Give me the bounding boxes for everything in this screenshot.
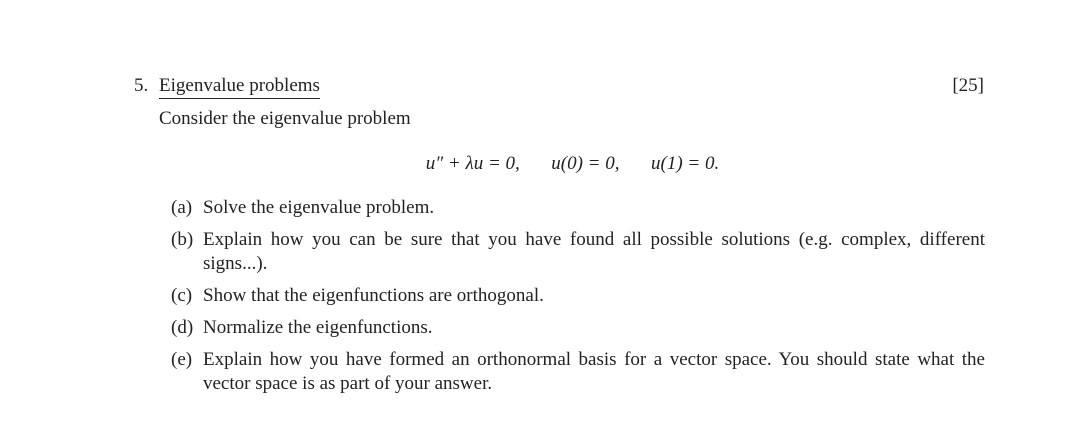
question-part-d — [171, 316, 985, 340]
equation-ode: u″ + λu = 0, — [425, 153, 520, 174]
question-part-c — [171, 284, 985, 308]
equation-bc-right: u(1) = 0. — [651, 153, 720, 174]
part-label: (c) — [171, 285, 193, 306]
part-text: Explain how you have formed an orthonormal basis for a vector space. You should state what the vector space is as part of your answer. — [203, 349, 985, 394]
part-text: Show that the eigenfunctions are orthogonal. — [203, 285, 544, 306]
question-part-a — [171, 196, 985, 220]
part-label: (e) — [171, 349, 193, 370]
question-part-e — [171, 348, 985, 396]
question-parts — [171, 196, 985, 404]
part-text: Explain how you can be sure that you have found all possible solutions (e.g. complex, different signs...). — [203, 229, 985, 274]
eigenvalue-equation — [0, 151, 1080, 177]
equation-bc-left: u(0) = 0, — [551, 153, 620, 174]
question-intro: Consider the eigenvalue problem — [159, 108, 411, 129]
question-marks: [25] — [952, 75, 984, 96]
part-label: (d) — [171, 317, 194, 338]
question-number: 5. — [134, 75, 149, 96]
part-label: (a) — [171, 197, 193, 218]
part-label: (b) — [171, 229, 194, 250]
question-title: Eigenvalue problems — [159, 74, 320, 99]
question-part-b — [171, 228, 985, 276]
part-text: Normalize the eigenfunctions. — [203, 317, 433, 338]
part-text: Solve the eigenvalue problem. — [203, 197, 435, 218]
